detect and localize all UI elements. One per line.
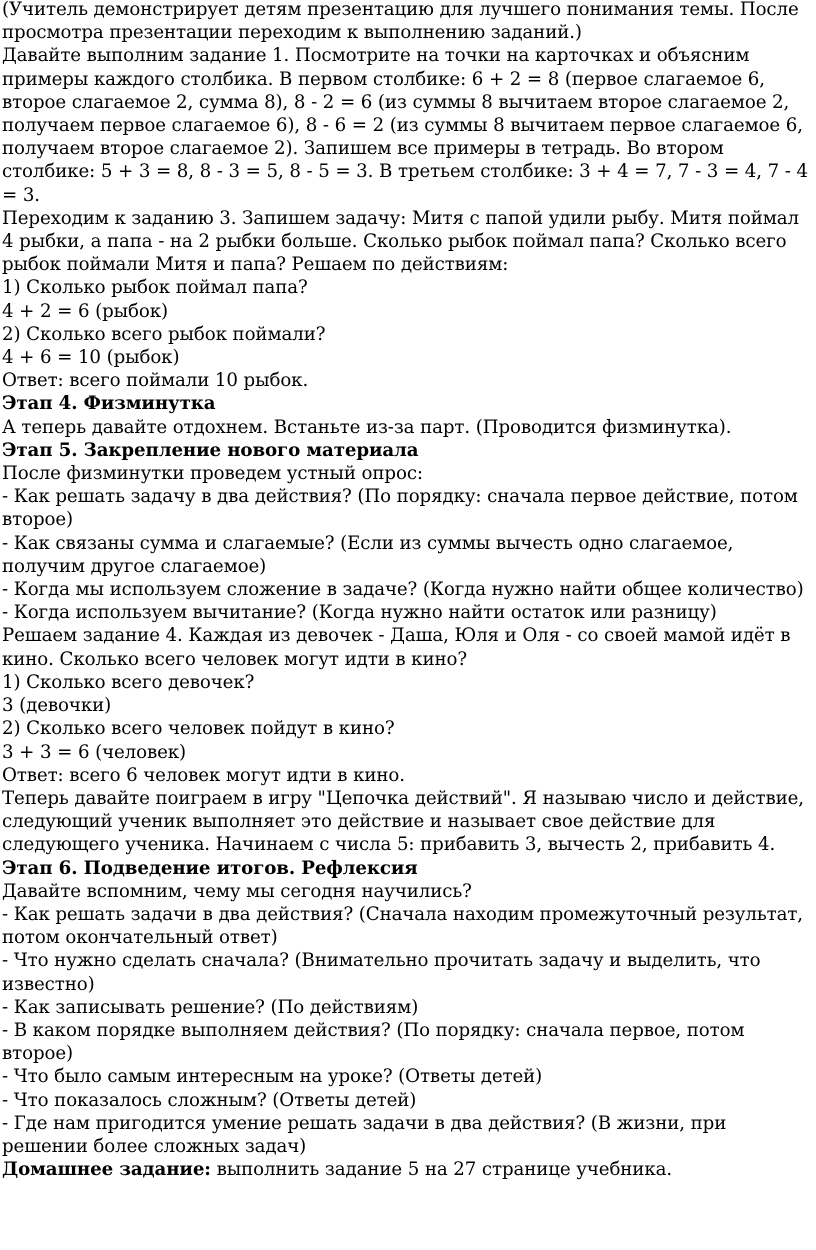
paragraph: - Что нужно сделать сначала? (Внимательно прочитать задачу и выделить, что известно) — [2, 950, 761, 995]
paragraph: 3 + 3 = 6 (человек) — [2, 741, 187, 763]
paragraph: - Как решать задачи в два действия? (Сначала находим промежуточный результат, потом окончательный ответ) — [2, 903, 803, 949]
paragraph: 2) Сколько всего человек пойдут в кино? — [2, 718, 395, 740]
paragraph: 4 + 6 = 10 (рыбок) — [2, 347, 180, 369]
homework-label: Домашнее задание: — [2, 1159, 211, 1181]
paragraph: Ответ: всего 6 человек могут идти в кино. — [2, 764, 405, 786]
paragraph: Давайте выполним задание 1. Посмотрите на точки на карточках и объясним примеры каждого столбика. В первом столбике: 6 + 2 = 8 (первое слагаемое 6, второе слагаемое 2, сумма 8), 8 - 2 = 6 (из суммы 8 вычитаем второе слагаемое 2, получаем первое слагаемое 6), 8 - 6 = 2 (из суммы 8 вычитаем первое слагаемое 6, получаем второе слагаемое 2). Запишем все примеры в тетрадь. Во втором столбике: 5 + 3 = 8, 8 - 3 = 5, 8 - 5 = 3. В третьем столбике: 3 + 4 = 7, 7 - 3 = 4, 7 - 4 = 3. — [2, 45, 808, 206]
document-page — [2, 0, 814, 1181]
paragraph: Теперь давайте поиграем в игру "Цепочка действий". Я называю число и действие, следующий ученик выполняет это действие и называет свое действие для следующего ученика. Начинаем с числа 5: прибавить 3, вычесть 2, прибавить 4. — [2, 787, 804, 856]
paragraph: - Когда мы используем сложение в задаче? (Когда нужно найти общее количество) — [2, 579, 804, 601]
paragraph: Давайте вспомним, чему мы сегодня научились? — [2, 880, 472, 902]
paragraph: - Что было самым интересным на уроке? (Ответы детей) — [2, 1066, 543, 1088]
section-heading: Этап 5. Закрепление нового материала — [2, 439, 419, 461]
section-heading: Этап 6. Подведение итогов. Рефлексия — [2, 857, 418, 879]
paragraph: Ответ: всего поймали 10 рыбок. — [2, 370, 309, 392]
paragraph: После физминутки проведем устный опрос: — [2, 463, 423, 485]
paragraph: - Как связаны сумма и слагаемые? (Если из суммы вычесть одно слагаемое, получим другое слагаемое) — [2, 532, 734, 577]
paragraph: 4 + 2 = 6 (рыбок) — [2, 300, 168, 322]
paragraph: - Как записывать решение? (По действиям) — [2, 996, 419, 1018]
paragraph: - Что показалось сложным? (Ответы детей) — [2, 1089, 417, 1111]
homework-text: выполнить задание 5 на 27 странице учебника. — [210, 1159, 673, 1181]
paragraph: - В каком порядке выполняем действия? (По порядку: сначала первое, потом второе) — [2, 1019, 745, 1065]
paragraph: (Учитель демонстрирует детям презентацию для лучшего понимания темы. После просмотра презентации переходим к выполнению заданий.) — [2, 0, 799, 44]
paragraph: - Когда используем вычитание? (Когда нужно найти остаток или разницу) — [2, 602, 717, 624]
paragraph: Переходим к заданию 3. Запишем задачу: Митя с папой удили рыбу. Митя поймал 4 рыбки, а папа - на 2 рыбки больше. Сколько рыбок поймал папа? Сколько всего рыбок поймали Митя и папа? Решаем по действиям: — [2, 207, 799, 276]
document-body — [2, 0, 814, 1158]
paragraph: 1) Сколько всего девочек? — [2, 671, 255, 693]
paragraph: 1) Сколько рыбок поймал папа? — [2, 277, 308, 299]
paragraph: - Как решать задачу в два действия? (По порядку: сначала первое действие, потом второе) — [2, 486, 798, 531]
section-heading: Этап 4. Физминутка — [2, 393, 216, 415]
paragraph: Решаем задание 4. Каждая из девочек - Даша, Юля и Оля - со своей мамой идёт в кино. Сколько всего человек могут идти в кино? — [2, 625, 791, 670]
paragraph: А теперь давайте отдохнем. Встаньте из-за парт. (Проводится физминутка). — [2, 416, 732, 438]
paragraph: 2) Сколько всего рыбок поймали? — [2, 323, 326, 345]
paragraph: - Где нам пригодится умение решать задачи в два действия? (В жизни, при решении более сложных задач) — [2, 1112, 727, 1157]
homework-paragraph — [2, 1158, 814, 1181]
paragraph: 3 (девочки) — [2, 695, 112, 717]
